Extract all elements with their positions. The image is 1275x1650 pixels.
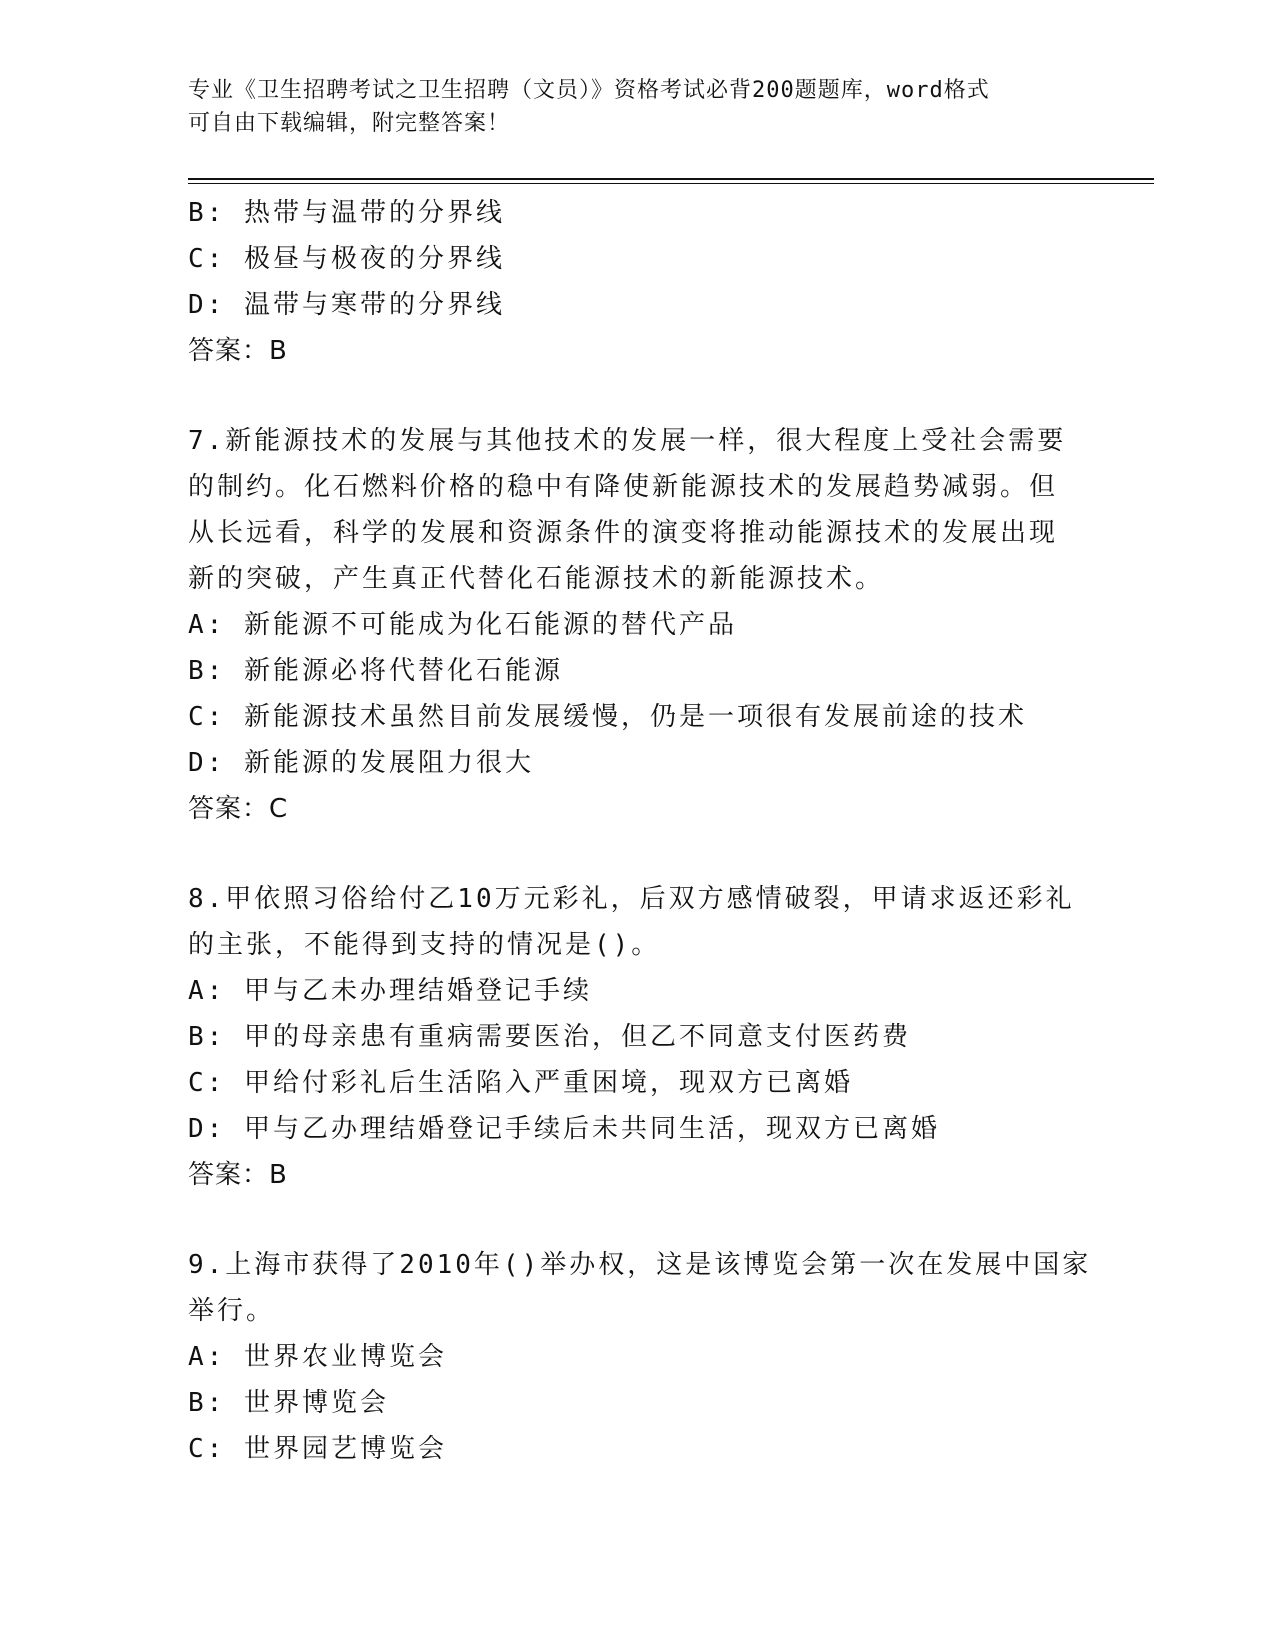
option-c: C: 极昼与极夜的分界线 [188, 244, 505, 274]
option-b: B: 世界博览会 [188, 1388, 389, 1418]
option-a: A: 世界农业博览会 [188, 1342, 447, 1372]
option-a: A: 甲与乙未办理结婚登记手续 [188, 976, 592, 1006]
spacer [188, 374, 1088, 418]
option-d: D: 温带与寒带的分界线 [188, 290, 505, 320]
option-c: C: 甲给付彩礼后生活陷入严重困境，现双方已离婚 [188, 1068, 853, 1098]
document-header [188, 74, 1068, 140]
question-stem-line: 新的突破，产生真正代替化石能源技术的新能源技术。 [188, 564, 885, 594]
question-stem-line: 举行。 [188, 1296, 276, 1326]
option-c: C: 新能源技术虽然目前发展缓慢，仍是一项很有发展前途的技术 [188, 702, 1027, 732]
spacer [188, 832, 1088, 876]
option-b: B: 热带与温带的分界线 [188, 198, 505, 228]
question-9 [188, 1242, 1092, 1472]
question-stem-line: 的主张，不能得到支持的情况是()。 [188, 930, 661, 960]
question-stem-line: 从长远看，科学的发展和资源条件的演变将推动能源技术的发展出现 [188, 518, 1059, 548]
header-title-line-1: 专业《卫生招聘考试之卫生招聘（文员）》资格考试必背200题题库，word格式 [188, 78, 990, 103]
header-divider [188, 178, 1154, 184]
option-c: C: 世界园艺博览会 [188, 1434, 447, 1464]
question-stem-line: 9.上海市获得了2010年()举办权，这是该博览会第一次在发展中国家 [188, 1250, 1092, 1280]
option-b: B: 甲的母亲患有重病需要医治，但乙不同意支付医药费 [188, 1022, 911, 1052]
document-body [188, 190, 1092, 1472]
option-d: D: 甲与乙办理结婚登记手续后未共同生活，现双方已离婚 [188, 1114, 940, 1144]
header-title-line-2: 可自由下载编辑，附完整答案！ [188, 111, 511, 136]
question-8 [188, 876, 1088, 1198]
question-6 [188, 190, 1088, 374]
question-stem-line: 的制约。化石燃料价格的稳中有降使新能源技术的发展趋势减弱。但 [188, 472, 1059, 502]
question-stem-line: 8.甲依照习俗给付乙10万元彩礼，后双方感情破裂，甲请求返还彩礼 [188, 884, 1075, 914]
question-7 [188, 418, 1088, 832]
option-a: A: 新能源不可能成为化石能源的替代产品 [188, 610, 737, 640]
spacer [188, 1198, 1088, 1242]
answer-line: 答案：C [188, 794, 289, 824]
question-stem-line: 7.新能源技术的发展与其他技术的发展一样，很大程度上受社会需要 [188, 426, 1067, 456]
answer-line: 答案：B [188, 1160, 288, 1190]
option-b: B: 新能源必将代替化石能源 [188, 656, 563, 686]
option-d: D: 新能源的发展阻力很大 [188, 748, 534, 778]
answer-line: 答案：B [188, 336, 288, 366]
